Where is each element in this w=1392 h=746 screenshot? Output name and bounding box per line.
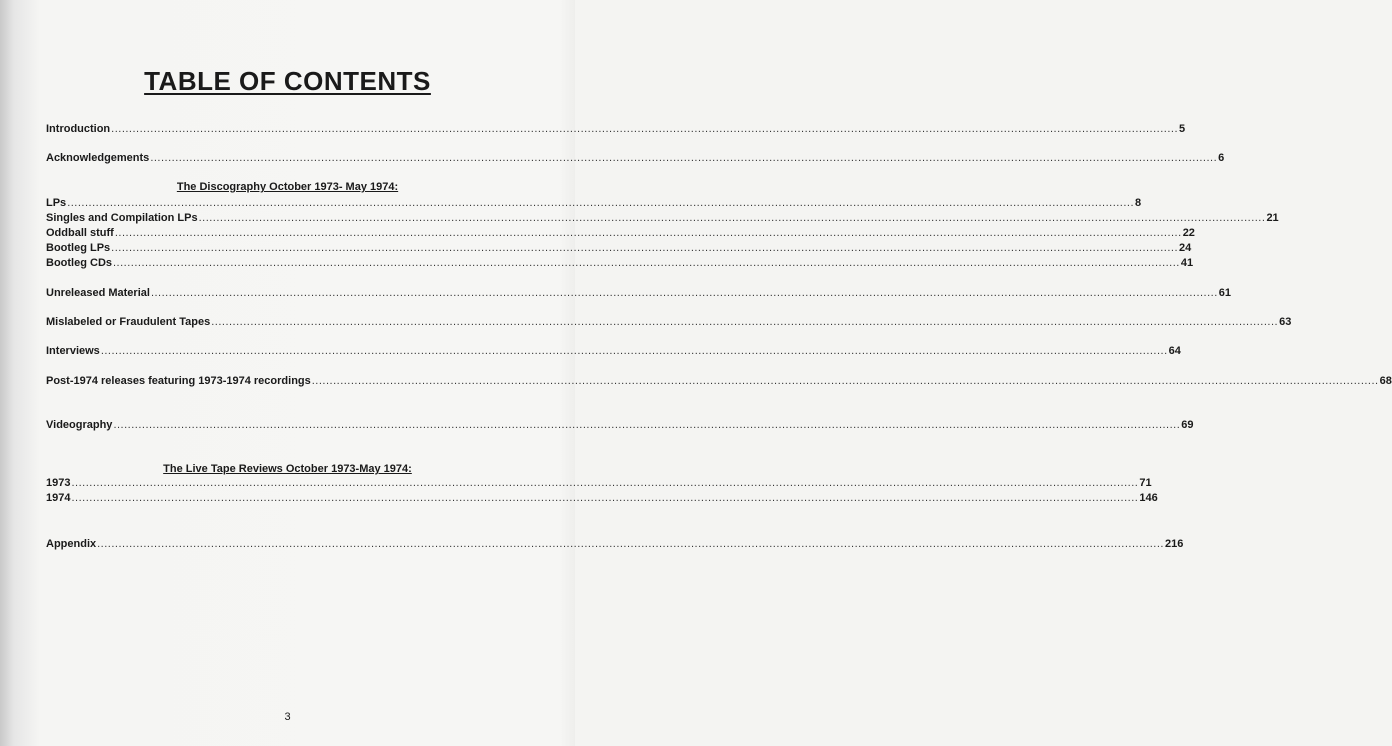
toc-entry-1973 (46, 477, 1152, 491)
toc-entry-page: 8 (1135, 197, 1142, 209)
toc-entry-lps (46, 197, 1142, 211)
toc-entry-bootleg-lps (46, 242, 1192, 256)
toc-entry-label: Singles and Compilation LPs (46, 212, 198, 224)
toc-entry-page: 21 (1266, 212, 1279, 224)
toc-entry-page: 69 (1181, 419, 1194, 431)
toc-entry-label: Unreleased Material (46, 287, 150, 299)
leader-dots: ............................................................................................................................................................................................................................................................................................................ (150, 152, 1218, 164)
toc-entry-label: Bootleg CDs (46, 257, 112, 269)
toc-entry-page: 146 (1139, 492, 1158, 504)
toc-entry-interviews (46, 345, 1181, 359)
toc-entry-page: 61 (1218, 287, 1232, 299)
leader-dots: ............................................................................................................................................................................................................................................................................................................ (211, 316, 1279, 328)
toc-entry-page: 24 (1179, 242, 1192, 254)
leader-dots: ............................................................................................................................................................................................................................................................................................................ (150, 287, 1218, 299)
toc-entry-label: Acknowledgements (46, 152, 150, 164)
toc-entry-bootleg-cds (46, 257, 1194, 271)
toc-entry-page: 22 (1182, 227, 1195, 239)
leader-dots: ............................................................................................................................................................................................................................................................................................................ (100, 345, 1168, 357)
toc-entry-page: 6 (1218, 152, 1225, 164)
toc-entry-page: 71 (1139, 477, 1152, 489)
section-heading-discography: The Discography October 1973- May 1974: (176, 181, 399, 193)
toc-entry-post-1974 (46, 375, 1392, 389)
toc-entry-1974 (46, 492, 1158, 506)
page-title: TABLE OF CONTENTS (144, 66, 431, 96)
toc-entry-label: 1974 (46, 492, 71, 504)
leader-dots: ............................................................................................................................................................................................................................................................................................................ (111, 123, 1179, 135)
toc-entry-label: Interviews (46, 345, 100, 357)
toc-entry-label: Introduction (46, 123, 111, 135)
toc-entry-page: 64 (1168, 345, 1181, 357)
toc-entry-label: 1973 (46, 477, 71, 489)
toc-entry-appendix (46, 538, 1184, 552)
toc-entry-mislabeled (46, 316, 1292, 330)
leader-dots: ............................................................................................................................................................................................................................................................................................................ (311, 375, 1379, 387)
toc-entry-label: Post-1974 releases featuring 1973-1974 recordings (46, 375, 311, 387)
leader-dots: ............................................................................................................................................................................................................................................................................................................ (71, 477, 1139, 489)
toc-entry-page: 63 (1279, 316, 1292, 328)
toc-entry-page: 5 (1179, 123, 1186, 135)
toc-entry-label: Videography (46, 419, 113, 431)
toc-entry-label: Appendix (46, 538, 97, 550)
toc-entry-acknowledgements (46, 152, 1225, 166)
leader-dots: ............................................................................................................................................................................................................................................................................................................ (113, 419, 1181, 431)
section-heading-live-tape-reviews: The Live Tape Reviews October 1973-May 1974: (163, 463, 412, 475)
page-number: 3 (284, 711, 291, 723)
toc-entry-label: Mislabeled or Fraudulent Tapes (46, 316, 211, 328)
toc-entry-page: 68 (1379, 375, 1392, 387)
leader-dots: ............................................................................................................................................................................................................................................................................................................ (113, 257, 1180, 269)
leader-dots: ............................................................................................................................................................................................................................................................................................................ (114, 227, 1182, 239)
leader-dots: ............................................................................................................................................................................................................................................................................................................ (71, 492, 1139, 504)
toc-entry-videography (46, 419, 1194, 433)
toc-entry-singles (46, 212, 1279, 226)
toc-entry-introduction (46, 123, 1186, 137)
toc-entry-oddball (46, 227, 1195, 241)
toc-entry-label: Bootleg LPs (46, 242, 111, 254)
toc-entry-label: Oddball stuff (46, 227, 114, 239)
toc-entry-page: 41 (1180, 257, 1194, 269)
leader-dots: ............................................................................................................................................................................................................................................................................................................ (67, 197, 1135, 209)
leader-dots: ............................................................................................................................................................................................................................................................................................................ (111, 242, 1179, 254)
toc-entry-unreleased (46, 287, 1232, 301)
leader-dots: ............................................................................................................................................................................................................................................................................................................ (97, 538, 1164, 550)
toc-entry-page: 216 (1164, 538, 1184, 550)
leader-dots: ............................................................................................................................................................................................................................................................................................................ (198, 212, 1266, 224)
toc-entry-label: LPs (46, 197, 67, 209)
